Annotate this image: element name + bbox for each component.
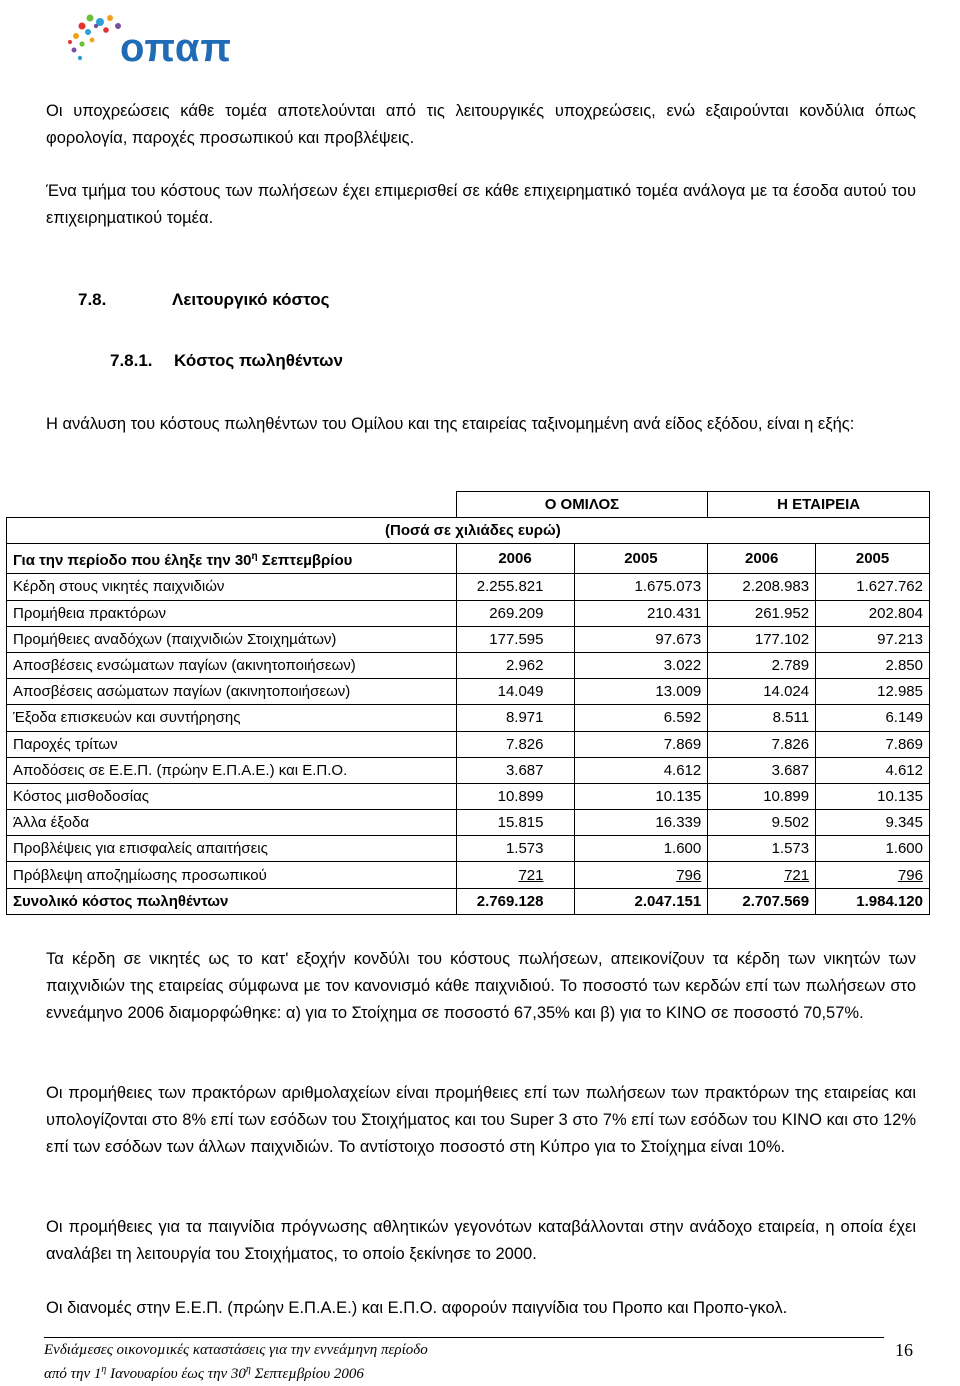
row-value: 97.673 bbox=[574, 626, 708, 652]
section-title: Λειτουργικό κόστος bbox=[172, 290, 330, 309]
row-label: Προµήθειες αναδόχων (παιχνιδιών Στοιχηµάτων) bbox=[7, 626, 457, 652]
row-value: 796 bbox=[574, 862, 708, 888]
row-value: 8.511 bbox=[708, 705, 816, 731]
section-number: 7.8. bbox=[78, 290, 107, 309]
notes-paragraph-4: Οι διανοµές στην Ε.Ε.Π. (πρώην Ε.Π.Α.Ε.) και Ε.Π.Ο. αφορούν παιγνίδια του Προπο και Προπο-γκολ. bbox=[46, 1299, 788, 1317]
table-row bbox=[7, 810, 930, 836]
row-value: 4.612 bbox=[574, 757, 708, 783]
row-value: 177.102 bbox=[708, 626, 816, 652]
table-row bbox=[7, 731, 930, 757]
row-value: 4.612 bbox=[816, 757, 930, 783]
row-label: Προµήθεια πρακτόρων bbox=[7, 600, 457, 626]
year-header: 2005 bbox=[574, 544, 708, 574]
row-value: 7.826 bbox=[456, 731, 574, 757]
company-header: Η ΕΤΑΙΡΕΙΑ bbox=[708, 492, 930, 518]
period-label: Για την περίοδο που έληξε την $30^\eta$ Σεπτεµβρίου bbox=[7, 544, 457, 574]
total-value: 2.769.128 bbox=[456, 888, 574, 914]
year-header: 2006 bbox=[708, 544, 816, 574]
intro-paragraph-1: Οι υποχρεώσεις κάθε τοµέα αποτελούνται από τις λειτουργικές υποχρεώσεις, ενώ εξαιρούνται κονδύλια όπως φορολογία, παροχές προσωπικού και προβλέψεις. bbox=[46, 102, 916, 147]
footer-line-2: από την $1^\eta$ Ιανουαρίου έως την $30^\eta$ Σεπτεµβρίου 2006 bbox=[44, 1364, 364, 1382]
year-header: 2005 bbox=[816, 544, 930, 574]
table-row bbox=[7, 652, 930, 678]
total-label: Συνολικό κόστος πωληθέντων bbox=[7, 888, 457, 914]
table-row bbox=[7, 783, 930, 809]
table-row bbox=[7, 574, 930, 600]
table-header-years bbox=[7, 544, 930, 574]
analysis-paragraph: Η ανάλυση του κόστους πωληθέντων του Οµίλου και της εταιρείας ταξινοµηµένη ανά είδος εξόδου, είναι η εξής: bbox=[46, 415, 855, 433]
total-value: 1.984.120 bbox=[816, 888, 930, 914]
row-value: 796 bbox=[816, 862, 930, 888]
row-value: 2.962 bbox=[456, 652, 574, 678]
row-value: 9.502 bbox=[708, 810, 816, 836]
row-value: 6.149 bbox=[816, 705, 930, 731]
footer-line-1: Ενδιάµεσες οικονοµικές καταστάσεις για την εννεάµηνη περίοδο bbox=[44, 1342, 428, 1358]
row-value: 12.985 bbox=[816, 679, 930, 705]
row-value: 1.600 bbox=[816, 836, 930, 862]
row-value: 3.687 bbox=[456, 757, 574, 783]
row-value: 1.573 bbox=[708, 836, 816, 862]
row-value: 269.209 bbox=[456, 600, 574, 626]
row-value: 1.675.073 bbox=[574, 574, 708, 600]
row-value: 210.431 bbox=[574, 600, 708, 626]
row-value: 2.255.821 bbox=[456, 574, 574, 600]
footer-divider bbox=[44, 1337, 884, 1338]
row-label: Κόστος µισθοδοσίας bbox=[7, 783, 457, 809]
row-value: 261.952 bbox=[708, 600, 816, 626]
row-value: 15.815 bbox=[456, 810, 574, 836]
row-label: Αποδόσεις σε Ε.Ε.Π. (πρώην Ε.Π.Α.Ε.) και Ε.Π.Ο. bbox=[7, 757, 457, 783]
logo-wordmark: οπαπ bbox=[120, 26, 233, 70]
row-label: Έξοδα επισκευών και συντήρησης bbox=[7, 705, 457, 731]
row-value: 6.592 bbox=[574, 705, 708, 731]
table-row bbox=[7, 836, 930, 862]
row-value: 1.600 bbox=[574, 836, 708, 862]
row-value: 1.573 bbox=[456, 836, 574, 862]
total-value: 2.047.151 bbox=[574, 888, 708, 914]
row-value: 10.899 bbox=[456, 783, 574, 809]
table-row bbox=[7, 705, 930, 731]
table-row bbox=[7, 862, 930, 888]
row-label: Κέρδη στους νικητές παιχνιδιών bbox=[7, 574, 457, 600]
page-number: 16 bbox=[895, 1340, 913, 1360]
table-row bbox=[7, 757, 930, 783]
notes-paragraph-2: Οι προµήθειες των πρακτόρων αριθµολαχείων είναι προµήθειες επί των πωλήσεων των πρακτόρων της εταιρείας και υπολογίζονται στο 8% επί των εσόδων του Στοιχήµατος και του Super 3 στο 7% επί των εσόδων του ΚΙΝΟ και στο 12% επί των εσόδων των άλλων παιχνιδιών. Το αντίστοιχο ποσοστό στη Κύπρο για το Στοίχηµα είναι 10%. bbox=[46, 1084, 916, 1156]
notes-paragraph-3: Οι προµήθειες για τα παιγνίδια πρόγνωσης αθλητικών γεγονότων καταβάλλονται στην ανάδοχο εταιρεία, η οποία έχει αναλάβει τη λειτουργία του Στοιχήµατος, το οποίο ξεκίνησε το 2000. bbox=[46, 1218, 916, 1263]
row-value: 202.804 bbox=[816, 600, 930, 626]
row-value: 3.022 bbox=[574, 652, 708, 678]
row-label: Παροχές τρίτων bbox=[7, 731, 457, 757]
row-value: 7.869 bbox=[574, 731, 708, 757]
row-value: 7.826 bbox=[708, 731, 816, 757]
row-value: 2.850 bbox=[816, 652, 930, 678]
row-value: 16.339 bbox=[574, 810, 708, 836]
row-value: 13.009 bbox=[574, 679, 708, 705]
table-header-units bbox=[7, 518, 930, 544]
table-body bbox=[7, 574, 930, 888]
row-label: Πρόβλεψη αποζηµίωσης προσωπικού bbox=[7, 862, 457, 888]
row-label: Προβλέψεις για επισφαλείς απαιτήσεις bbox=[7, 836, 457, 862]
total-value: 2.707.569 bbox=[708, 888, 816, 914]
row-value: 721 bbox=[456, 862, 574, 888]
table-row bbox=[7, 600, 930, 626]
year-header: 2006 bbox=[456, 544, 574, 574]
row-value: 10.135 bbox=[574, 783, 708, 809]
subsection-title: Κόστος πωληθέντων bbox=[174, 351, 343, 370]
row-value: 10.899 bbox=[708, 783, 816, 809]
table-row bbox=[7, 626, 930, 652]
table-row bbox=[7, 679, 930, 705]
notes-paragraph-1: Τα κέρδη σε νικητές ως το κατ' εξοχήν κονδύλι του κόστους πωλήσεων, απεικονίζουν τα κέρδη των νικητών των παιχνιδιών της εταιρείας σύµφωνα µε τον κανονισµό κάθε παιχνιδιού. Το ποσοστό των κερδών επί των πωλήσεων στο εννεάµηνο 2006 διαµορφώθηκε: α) για το Στοίχηµα σε ποσοστό 67,35% και β) για το ΚΙΝΟ σε ποσοστό 70,57%. bbox=[46, 950, 916, 1022]
units-label: (Ποσά σε χιλιάδες ευρώ) bbox=[7, 518, 930, 544]
row-value: 721 bbox=[708, 862, 816, 888]
row-value: 10.135 bbox=[816, 783, 930, 809]
row-value: 9.345 bbox=[816, 810, 930, 836]
row-value: 7.869 bbox=[816, 731, 930, 757]
intro-paragraph-2: Ένα τµήµα του κόστους των πωλήσεων έχει επιµερισθεί σε κάθε επιχειρηµατικό τοµέα ανάλογα µε τα έσοδα αυτού του επιχειρηµατικού τοµέα. bbox=[46, 182, 916, 227]
row-value: 177.595 bbox=[456, 626, 574, 652]
row-label: Αποσβέσεις ενσώµατων παγίων (ακινητοποιήσεων) bbox=[7, 652, 457, 678]
table-header-entities bbox=[7, 492, 930, 518]
subsection-number: 7.8.1. bbox=[110, 351, 153, 370]
row-value: 3.687 bbox=[708, 757, 816, 783]
row-label: Άλλα έξοδα bbox=[7, 810, 457, 836]
row-value: 2.208.983 bbox=[708, 574, 816, 600]
table-total-row bbox=[7, 888, 930, 914]
row-label: Αποσβέσεις ασώµατων παγίων (ακινητοποιήσεων) bbox=[7, 679, 457, 705]
row-value: 2.789 bbox=[708, 652, 816, 678]
row-value: 1.627.762 bbox=[816, 574, 930, 600]
cost-of-sales-table bbox=[6, 491, 930, 915]
group-header: Ο ΟΜΙΛΟΣ bbox=[456, 492, 708, 518]
row-value: 14.024 bbox=[708, 679, 816, 705]
row-value: 14.049 bbox=[456, 679, 574, 705]
row-value: 8.971 bbox=[456, 705, 574, 731]
row-value: 97.213 bbox=[816, 626, 930, 652]
